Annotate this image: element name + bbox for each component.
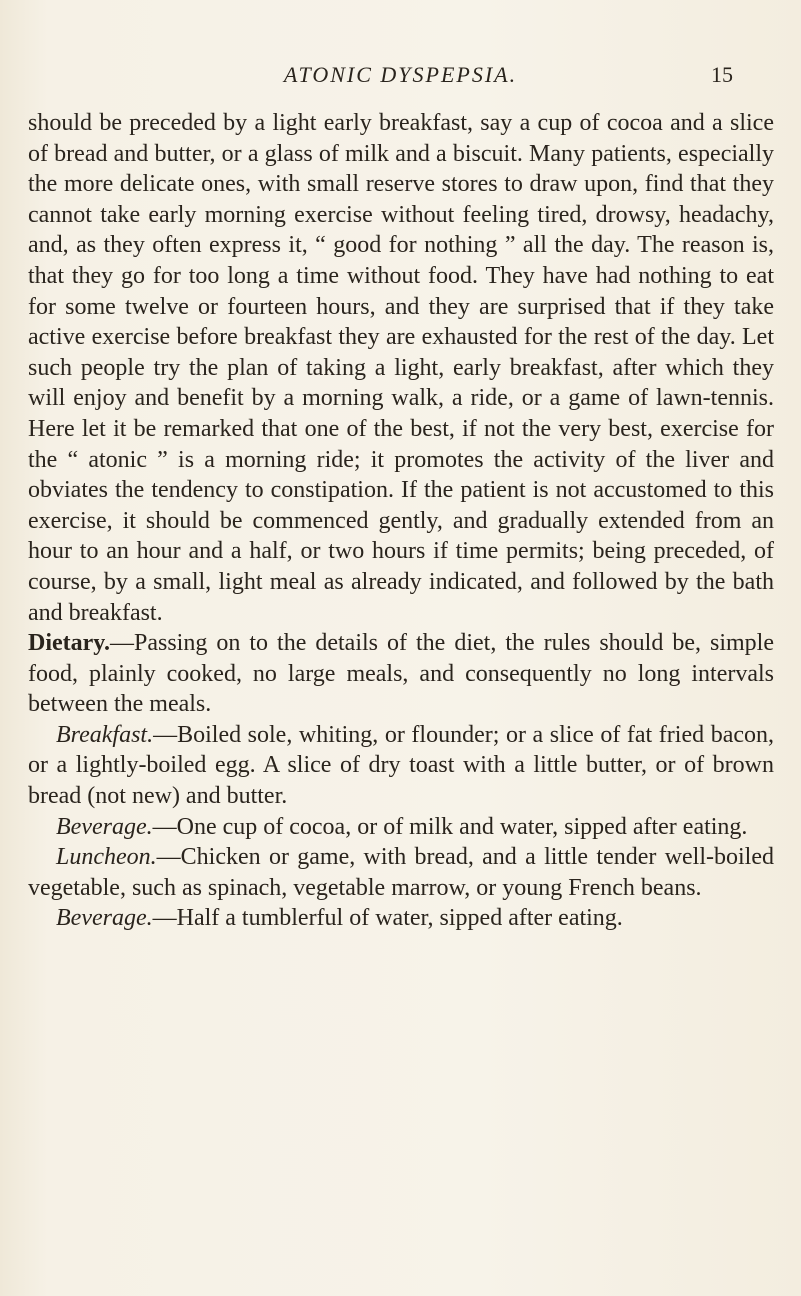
running-title: ATONIC DYSPEPSIA. — [283, 62, 518, 87]
paragraph-beverage-2 — [28, 903, 774, 934]
beverage-1-text: —One cup of cocoa, or of milk and water, sipped after eating. — [152, 813, 748, 840]
page-header — [0, 62, 801, 92]
beverage-1-heading: Beverage. — [56, 813, 153, 840]
paragraph-breakfast — [28, 720, 774, 812]
page-number: 15 — [711, 62, 733, 87]
beverage-2-text: —Half a tumblerful of water, sipped after eating. — [152, 905, 623, 932]
paragraph-dietary — [28, 628, 774, 720]
body-text — [28, 108, 774, 934]
beverage-2-heading: Beverage. — [56, 905, 153, 932]
dietary-heading: Dietary. — [28, 630, 110, 657]
paragraph-luncheon — [28, 842, 774, 903]
luncheon-heading: Luncheon. — [56, 844, 157, 871]
paragraph-beverage-1 — [28, 812, 774, 843]
dietary-text: —Passing on to the details of the diet, the rules should be, simple food, plainly cooked, no large meals, and consequently no long intervals between the meals. — [28, 630, 774, 718]
luncheon-text: —Chicken or game, with bread, and a little tender well-boiled vegetable, such as spinach, vegetable marrow, or young French beans. — [28, 844, 774, 901]
paragraph-exercise: should be preceded by a light early breakfast, say a cup of cocoa and a slice of bread and butter, or a glass of milk and a biscuit. Many patients, especially the more delicate ones, with small reserve stores to draw upon, find that they cannot take early morning exercise without feeling tired, drowsy, headachy, and, as they often express it, “ good for nothing ” all the day. The reason is, that they go for too long a time without food. They have had nothing to eat for some twelve or fourteen hours, and they are surprised that if they take active exercise before breakfast they are exhausted for the rest of the day. Let such people try the plan of taking a light, early breakfast, after which they will enjoy and benefit by a morning walk, a ride, or a game of lawn-tennis. Here let it be remarked that one of the best, if not the very best, exercise for the “ atonic ” is a morning ride; it promotes the activity of the liver and obviates the tendency to constipation. If the patient is not accustomed to this exercise, it should be commenced gently, and gradually extended from an hour to an hour and a half, or two hours if time permits; being preceded, of course, by a small, light meal as already indicated, and followed by the bath and breakfast. — [28, 110, 774, 626]
breakfast-heading: Breakfast. — [56, 721, 154, 748]
breakfast-text: —Boiled sole, whiting, or flounder; or a slice of fat fried bacon, or a lightly-boiled egg. A slice of dry toast with a little butter, or of brown bread (not new) and butter. — [28, 721, 774, 810]
